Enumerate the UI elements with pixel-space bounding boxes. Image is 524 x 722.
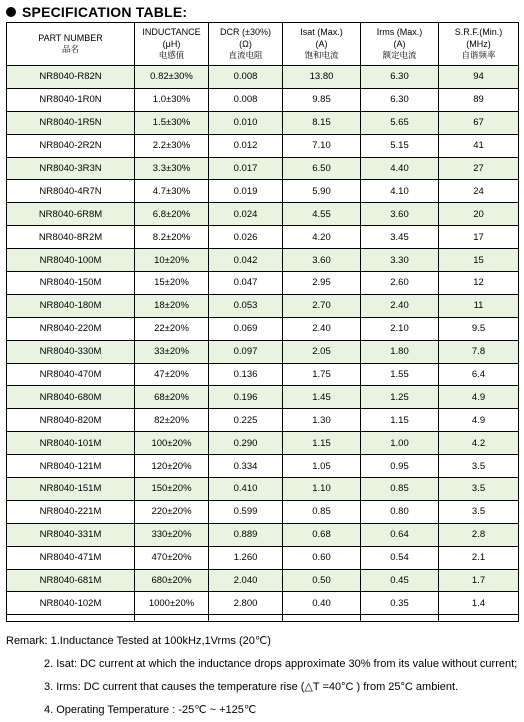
isat-cell: 2.05 <box>283 340 361 363</box>
irms-cell: 0.45 <box>361 569 439 592</box>
dcr-cell: 0.026 <box>209 226 283 249</box>
inductance-cell: 10±20% <box>135 249 209 272</box>
dcr-cell: 0.069 <box>209 317 283 340</box>
srf-cell: 1.4 <box>439 592 519 615</box>
spacer-cell <box>439 615 519 622</box>
table-row <box>7 363 519 386</box>
remark-line-2: 2. Isat: DC current at which the inductance drops approximate 30% from its value without current; <box>44 658 518 670</box>
isat-cell: 0.40 <box>283 592 361 615</box>
dcr-cell: 0.196 <box>209 386 283 409</box>
irms-cell: 1.55 <box>361 363 439 386</box>
inductance-cell: 3.3±30% <box>135 157 209 180</box>
isat-cell: 8.15 <box>283 111 361 134</box>
part-number-cell: NR8040-1R0N <box>7 88 135 111</box>
irms-cell: 2.10 <box>361 317 439 340</box>
spacer-cell <box>361 615 439 622</box>
irms-cell: 0.85 <box>361 478 439 501</box>
inductance-cell: 1.0±30% <box>135 88 209 111</box>
part-number-cell: NR8040-471M <box>7 546 135 569</box>
header-inductance: INDUCTANCE (μH) 电感值 <box>135 23 209 66</box>
part-number-cell: NR8040-681M <box>7 569 135 592</box>
table-row <box>7 455 519 478</box>
srf-cell: 67 <box>439 111 519 134</box>
part-number-cell: NR8040-121M <box>7 455 135 478</box>
table-row <box>7 592 519 615</box>
table-row <box>7 88 519 111</box>
inductance-cell: 120±20% <box>135 455 209 478</box>
dcr-cell: 0.008 <box>209 88 283 111</box>
part-number-cell: NR8040-8R2M <box>7 226 135 249</box>
bullet-icon <box>6 7 16 17</box>
table-row <box>7 66 519 89</box>
srf-cell: 4.9 <box>439 386 519 409</box>
irms-cell: 0.35 <box>361 592 439 615</box>
table-row <box>7 317 519 340</box>
table-row <box>7 432 519 455</box>
part-number-cell: NR8040-101M <box>7 432 135 455</box>
dcr-cell: 0.334 <box>209 455 283 478</box>
table-body <box>7 66 519 622</box>
srf-cell: 11 <box>439 294 519 317</box>
inductance-cell: 18±20% <box>135 294 209 317</box>
isat-cell: 1.15 <box>283 432 361 455</box>
irms-cell: 2.40 <box>361 294 439 317</box>
part-number-cell: NR8040-100M <box>7 249 135 272</box>
table-row <box>7 569 519 592</box>
isat-cell: 13.80 <box>283 66 361 89</box>
header-dcr: DCR (±30%) (Ω) 直流电阻 <box>209 23 283 66</box>
srf-cell: 12 <box>439 272 519 295</box>
inductance-cell: 680±20% <box>135 569 209 592</box>
table-row <box>7 111 519 134</box>
inductance-cell: 4.7±30% <box>135 180 209 203</box>
srf-cell: 2.1 <box>439 546 519 569</box>
inductance-cell: 47±20% <box>135 363 209 386</box>
remarks <box>6 630 518 722</box>
dcr-cell: 0.136 <box>209 363 283 386</box>
srf-cell: 3.5 <box>439 500 519 523</box>
isat-cell: 0.50 <box>283 569 361 592</box>
dcr-cell: 0.290 <box>209 432 283 455</box>
srf-cell: 89 <box>439 88 519 111</box>
header-irms: Irms (Max.) (A) 额定电流 <box>361 23 439 66</box>
part-number-cell: NR8040-R82N <box>7 66 135 89</box>
part-number-cell: NR8040-330M <box>7 340 135 363</box>
table-row <box>7 226 519 249</box>
part-number-cell: NR8040-221M <box>7 500 135 523</box>
inductance-cell: 33±20% <box>135 340 209 363</box>
isat-cell: 5.90 <box>283 180 361 203</box>
srf-cell: 15 <box>439 249 519 272</box>
isat-cell: 9.85 <box>283 88 361 111</box>
inductance-cell: 6.8±20% <box>135 203 209 226</box>
part-number-cell: NR8040-470M <box>7 363 135 386</box>
table-row <box>7 340 519 363</box>
part-number-cell: NR8040-180M <box>7 294 135 317</box>
irms-cell: 3.60 <box>361 203 439 226</box>
dcr-cell: 0.019 <box>209 180 283 203</box>
dcr-cell: 0.097 <box>209 340 283 363</box>
inductance-cell: 150±20% <box>135 478 209 501</box>
srf-cell: 4.2 <box>439 432 519 455</box>
srf-cell: 2.8 <box>439 523 519 546</box>
inductance-cell: 82±20% <box>135 409 209 432</box>
table-row <box>7 157 519 180</box>
spacer-cell <box>209 615 283 622</box>
spacer-cell <box>283 615 361 622</box>
dcr-cell: 1.260 <box>209 546 283 569</box>
irms-cell: 2.60 <box>361 272 439 295</box>
srf-cell: 7.8 <box>439 340 519 363</box>
part-number-cell: NR8040-150M <box>7 272 135 295</box>
part-number-cell: NR8040-680M <box>7 386 135 409</box>
table-row <box>7 500 519 523</box>
inductance-cell: 22±20% <box>135 317 209 340</box>
inductance-cell: 220±20% <box>135 500 209 523</box>
table-row <box>7 249 519 272</box>
table-row <box>7 272 519 295</box>
dcr-cell: 0.599 <box>209 500 283 523</box>
part-number-cell: NR8040-1R5N <box>7 111 135 134</box>
header-isat: Isat (Max.) (A) 饱和电流 <box>283 23 361 66</box>
irms-cell: 0.80 <box>361 500 439 523</box>
srf-cell: 27 <box>439 157 519 180</box>
dcr-cell: 0.047 <box>209 272 283 295</box>
part-number-cell: NR8040-151M <box>7 478 135 501</box>
dcr-cell: 0.042 <box>209 249 283 272</box>
table-row <box>7 294 519 317</box>
srf-cell: 41 <box>439 134 519 157</box>
irms-cell: 1.00 <box>361 432 439 455</box>
irms-cell: 0.64 <box>361 523 439 546</box>
dcr-cell: 0.010 <box>209 111 283 134</box>
isat-cell: 1.05 <box>283 455 361 478</box>
srf-cell: 6.4 <box>439 363 519 386</box>
isat-cell: 0.85 <box>283 500 361 523</box>
inductance-cell: 470±20% <box>135 546 209 569</box>
srf-cell: 20 <box>439 203 519 226</box>
isat-cell: 1.10 <box>283 478 361 501</box>
header-srf: S.R.F.(Min.) (MHz) 自谐频率 <box>439 23 519 66</box>
table-row <box>7 386 519 409</box>
inductance-cell: 100±20% <box>135 432 209 455</box>
isat-cell: 1.75 <box>283 363 361 386</box>
irms-cell: 0.95 <box>361 455 439 478</box>
dcr-cell: 0.053 <box>209 294 283 317</box>
part-number-cell: NR8040-331M <box>7 523 135 546</box>
inductance-cell: 1000±20% <box>135 592 209 615</box>
inductance-cell: 2.2±30% <box>135 134 209 157</box>
dcr-cell: 0.024 <box>209 203 283 226</box>
table-row <box>7 409 519 432</box>
dcr-cell: 0.889 <box>209 523 283 546</box>
inductance-cell: 0.82±30% <box>135 66 209 89</box>
irms-cell: 1.25 <box>361 386 439 409</box>
title-text: SPECIFICATION TABLE: <box>22 4 188 20</box>
spacer-cell <box>135 615 209 622</box>
remark-line-1: Remark: 1.Inductance Tested at 100kHz,1Vrms (20℃) <box>6 635 271 647</box>
irms-cell: 4.40 <box>361 157 439 180</box>
table-row <box>7 546 519 569</box>
srf-cell: 17 <box>439 226 519 249</box>
page-title <box>6 2 187 22</box>
table-row <box>7 203 519 226</box>
irms-cell: 5.65 <box>361 111 439 134</box>
irms-cell: 4.10 <box>361 180 439 203</box>
part-number-cell: NR8040-102M <box>7 592 135 615</box>
remark-line-3: 3. Irms: DC current that causes the temperature rise (△T =40°C ) from 25°C ambient. <box>44 681 459 693</box>
srf-cell: 3.5 <box>439 478 519 501</box>
part-number-cell: NR8040-220M <box>7 317 135 340</box>
srf-cell: 24 <box>439 180 519 203</box>
header-row <box>7 23 519 66</box>
dcr-cell: 2.800 <box>209 592 283 615</box>
isat-cell: 1.30 <box>283 409 361 432</box>
dcr-cell: 0.410 <box>209 478 283 501</box>
dcr-cell: 0.017 <box>209 157 283 180</box>
isat-cell: 7.10 <box>283 134 361 157</box>
part-number-cell: NR8040-3R3N <box>7 157 135 180</box>
part-number-cell: NR8040-2R2N <box>7 134 135 157</box>
remark-line-4: 4. Operating Temperature : -25℃ ~ +125℃ <box>44 704 257 716</box>
irms-cell: 0.54 <box>361 546 439 569</box>
header-part-number: PART NUMBER 品名 <box>7 23 135 66</box>
irms-cell: 3.45 <box>361 226 439 249</box>
irms-cell: 1.80 <box>361 340 439 363</box>
inductance-cell: 68±20% <box>135 386 209 409</box>
inductance-cell: 330±20% <box>135 523 209 546</box>
table-row <box>7 134 519 157</box>
isat-cell: 2.40 <box>283 317 361 340</box>
isat-cell: 0.68 <box>283 523 361 546</box>
isat-cell: 4.55 <box>283 203 361 226</box>
isat-cell: 1.45 <box>283 386 361 409</box>
isat-cell: 4.20 <box>283 226 361 249</box>
isat-cell: 2.95 <box>283 272 361 295</box>
dcr-cell: 0.225 <box>209 409 283 432</box>
srf-cell: 9.5 <box>439 317 519 340</box>
dcr-cell: 0.008 <box>209 66 283 89</box>
srf-cell: 3.5 <box>439 455 519 478</box>
irms-cell: 5.15 <box>361 134 439 157</box>
part-number-cell: NR8040-4R7N <box>7 180 135 203</box>
table-row <box>7 478 519 501</box>
specification-table <box>6 22 519 622</box>
inductance-cell: 1.5±30% <box>135 111 209 134</box>
part-number-cell: NR8040-820M <box>7 409 135 432</box>
irms-cell: 1.15 <box>361 409 439 432</box>
table-spacer-row <box>7 615 519 622</box>
srf-cell: 94 <box>439 66 519 89</box>
table-row <box>7 523 519 546</box>
dcr-cell: 0.012 <box>209 134 283 157</box>
irms-cell: 6.30 <box>361 88 439 111</box>
inductance-cell: 8.2±20% <box>135 226 209 249</box>
isat-cell: 3.60 <box>283 249 361 272</box>
srf-cell: 4.9 <box>439 409 519 432</box>
spacer-cell <box>7 615 135 622</box>
irms-cell: 6.30 <box>361 66 439 89</box>
srf-cell: 1.7 <box>439 569 519 592</box>
isat-cell: 2.70 <box>283 294 361 317</box>
isat-cell: 0.60 <box>283 546 361 569</box>
part-number-cell: NR8040-6R8M <box>7 203 135 226</box>
irms-cell: 3.30 <box>361 249 439 272</box>
table-row <box>7 180 519 203</box>
dcr-cell: 2.040 <box>209 569 283 592</box>
inductance-cell: 15±20% <box>135 272 209 295</box>
isat-cell: 6.50 <box>283 157 361 180</box>
